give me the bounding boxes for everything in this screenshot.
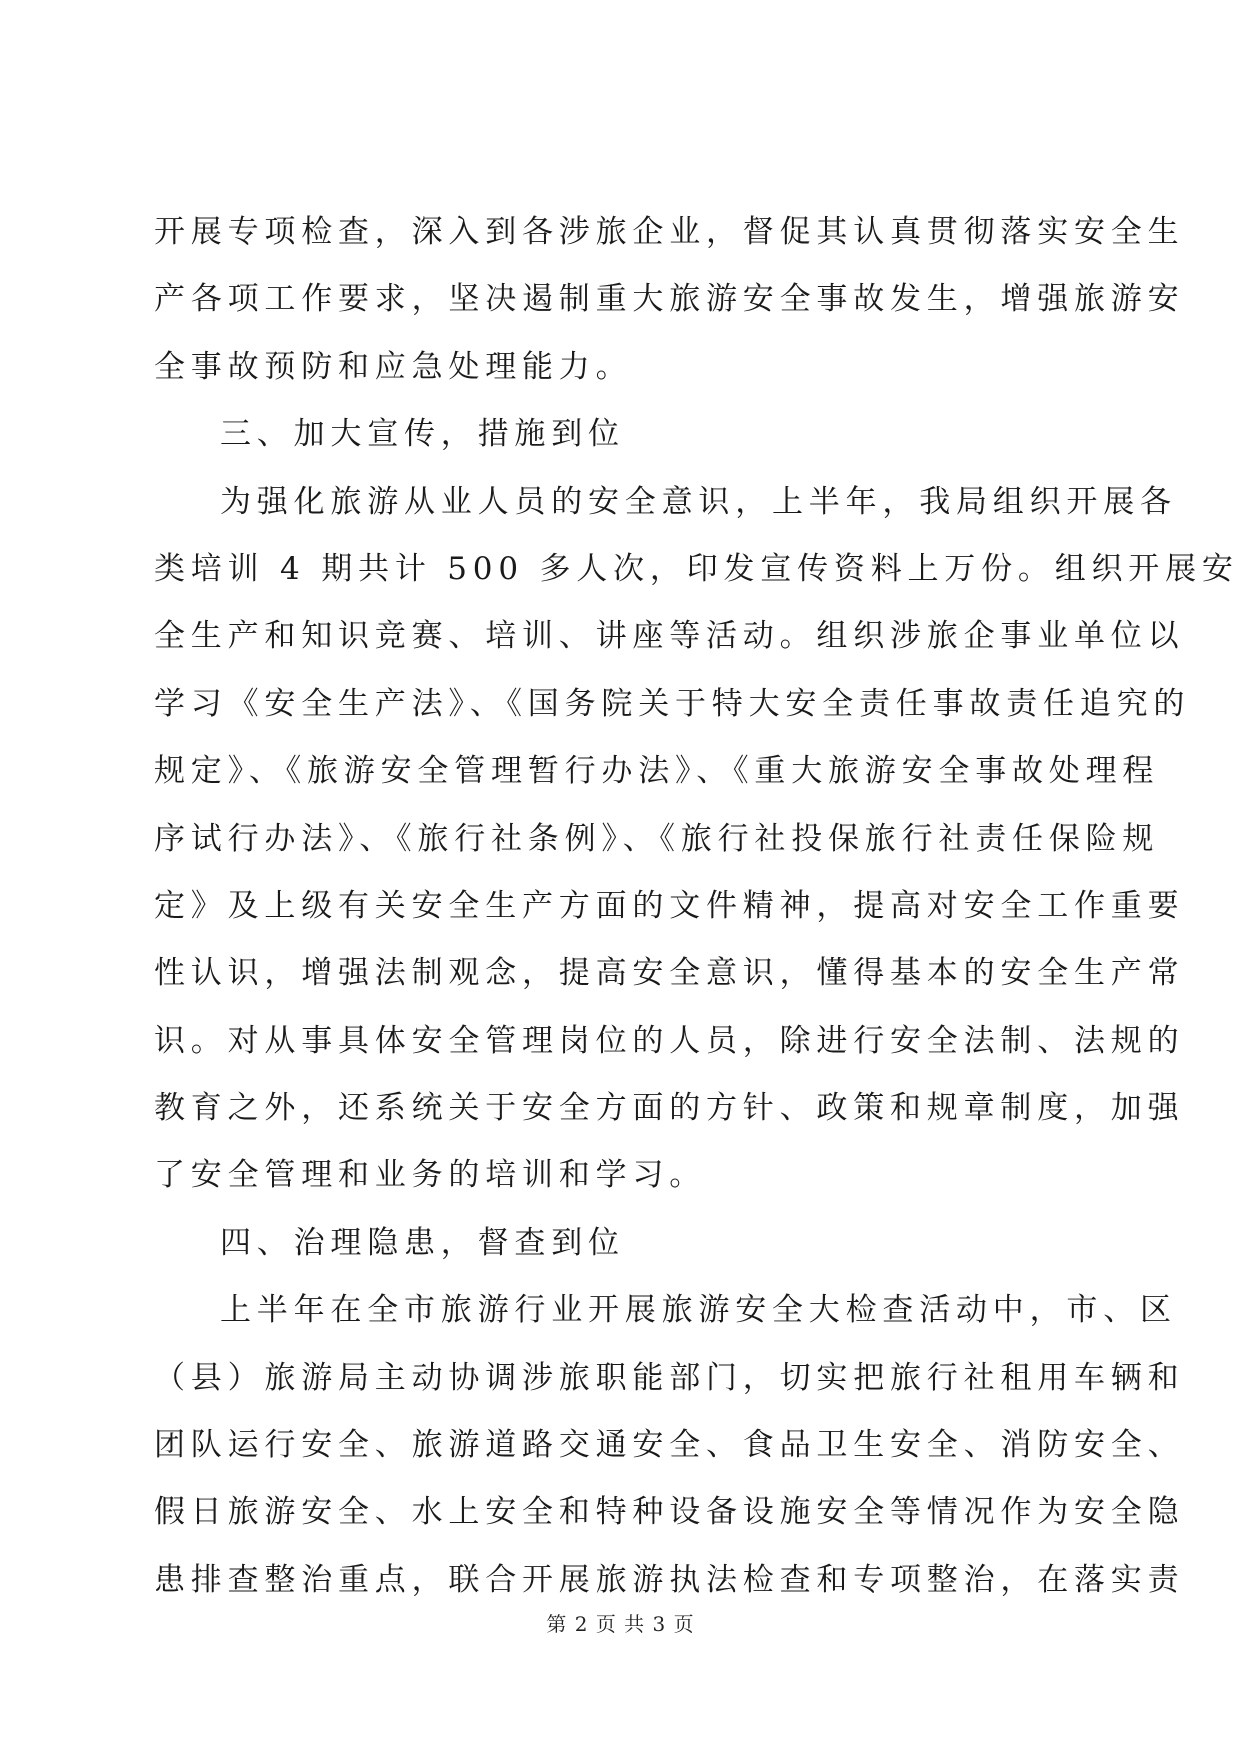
text-line: 性认识，增强法制观念，提高安全意识，懂得基本的安全生产常 [154, 955, 1185, 992]
document-body [154, 206, 1239, 1621]
text-line: 假日旅游安全、水上安全和特种设备设施安全等情况作为安全隐 [154, 1494, 1185, 1531]
text-line: 全生产和知识竞赛、培训、讲座等活动。组织涉旅企事业单位以 [154, 618, 1185, 655]
text-line: 开展专项检查，深入到各涉旅企业，督促其认真贯彻落实安全生 [154, 214, 1185, 250]
text-line: 定》及上级有关安全生产方面的文件精神，提高对安全工作重要 [154, 887, 1185, 924]
text-line: 产各项工作要求，坚决遏制重大旅游安全事故发生，增强旅游安 [154, 281, 1185, 318]
text-line: 识。对从事具体安全管理岗位的人员，除进行安全法制、法规的 [154, 1022, 1185, 1059]
page-footer: 第 2 页 共 3 页 [546, 1612, 695, 1636]
text-line: 全事故预防和应急处理能力。 [154, 348, 633, 385]
text-line: 为强化旅游从业人员的安全意识，上半年，我局组织开展各 [220, 483, 1177, 520]
text-line: 教育之外，还系统关于安全方面的方针、政策和规章制度，加强 [154, 1090, 1185, 1127]
section-heading: 三、加大宣传，措施到位 [220, 416, 625, 453]
section-heading: 四、治理隐患，督查到位 [220, 1224, 625, 1261]
text-line: 规定》、《旅游安全管理暂行办法》、《重大旅游安全事故处理程 [154, 753, 1160, 790]
text-line: 患排查整治重点，联合开展旅游执法检查和专项整治，在落实责 [154, 1561, 1185, 1598]
text-line: 类培训 4 期共计 500 多人次，印发宣传资料上万份。组织开展安 [154, 550, 1239, 587]
text-line: 上半年在全市旅游行业开展旅游安全大检查活动中，市、区 [220, 1292, 1177, 1329]
text-line: 了安全管理和业务的培训和学习。 [154, 1157, 706, 1194]
text-line: 团队运行安全、旅游道路交通安全、食品卫生安全、消防安全、 [154, 1427, 1185, 1464]
text-line: 学习《安全生产法》、《国务院关于特大安全责任事故责任追究的 [154, 685, 1191, 722]
text-line: （县）旅游局主动协调涉旅职能部门，切实把旅行社租用车辆和 [154, 1359, 1185, 1396]
text-line: 序试行办法》、《旅行社条例》、《旅行社投保旅行社责任保险规 [154, 820, 1160, 857]
